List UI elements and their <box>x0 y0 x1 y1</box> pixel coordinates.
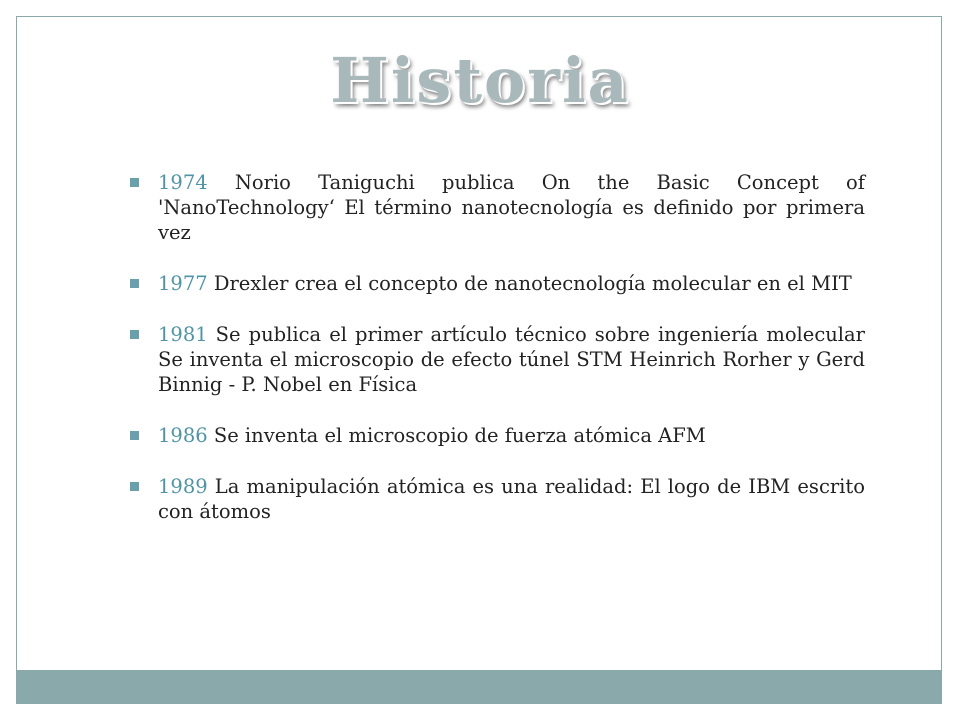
slide-title: Historia <box>330 44 630 117</box>
bullet-year: 1989 <box>158 475 208 498</box>
bullet-year: 1974 <box>158 171 208 194</box>
bullet-item-1989 <box>130 474 865 524</box>
bullet-item-1974 <box>130 170 865 245</box>
bullet-text: Se inventa el microscopio de fuerza atómica AFM <box>207 424 706 447</box>
square-bullet-icon <box>130 178 139 187</box>
square-bullet-icon <box>130 279 139 288</box>
bullet-text: Se publica el primer artículo técnico sobre ingeniería molecular Se inventa el microscopio de efecto túnel STM Heinrich Rorher y Gerd Binnig - P. Nobel en Física <box>158 323 865 396</box>
bullet-item-1977 <box>130 271 865 296</box>
bullet-text: Norio Taniguchi publica On the Basic Concept of 'NanoTechnology‘ El término nanotecnología es definido por primera vez <box>158 171 865 244</box>
bullet-item-1981 <box>130 322 865 397</box>
square-bullet-icon <box>130 330 139 339</box>
bullet-text: Drexler crea el concepto de nanotecnología molecular en el MIT <box>207 272 852 295</box>
footer-band <box>16 670 942 704</box>
square-bullet-icon <box>130 482 139 491</box>
bullet-year: 1981 <box>158 323 208 346</box>
bullet-year: 1986 <box>158 424 208 447</box>
square-bullet-icon <box>130 431 139 440</box>
bullet-item-1986 <box>130 423 865 448</box>
bullet-list <box>130 170 865 550</box>
bullet-text: La manipulación atómica es una realidad: El logo de IBM escrito con átomos <box>158 475 865 523</box>
bullet-year: 1977 <box>158 272 208 295</box>
